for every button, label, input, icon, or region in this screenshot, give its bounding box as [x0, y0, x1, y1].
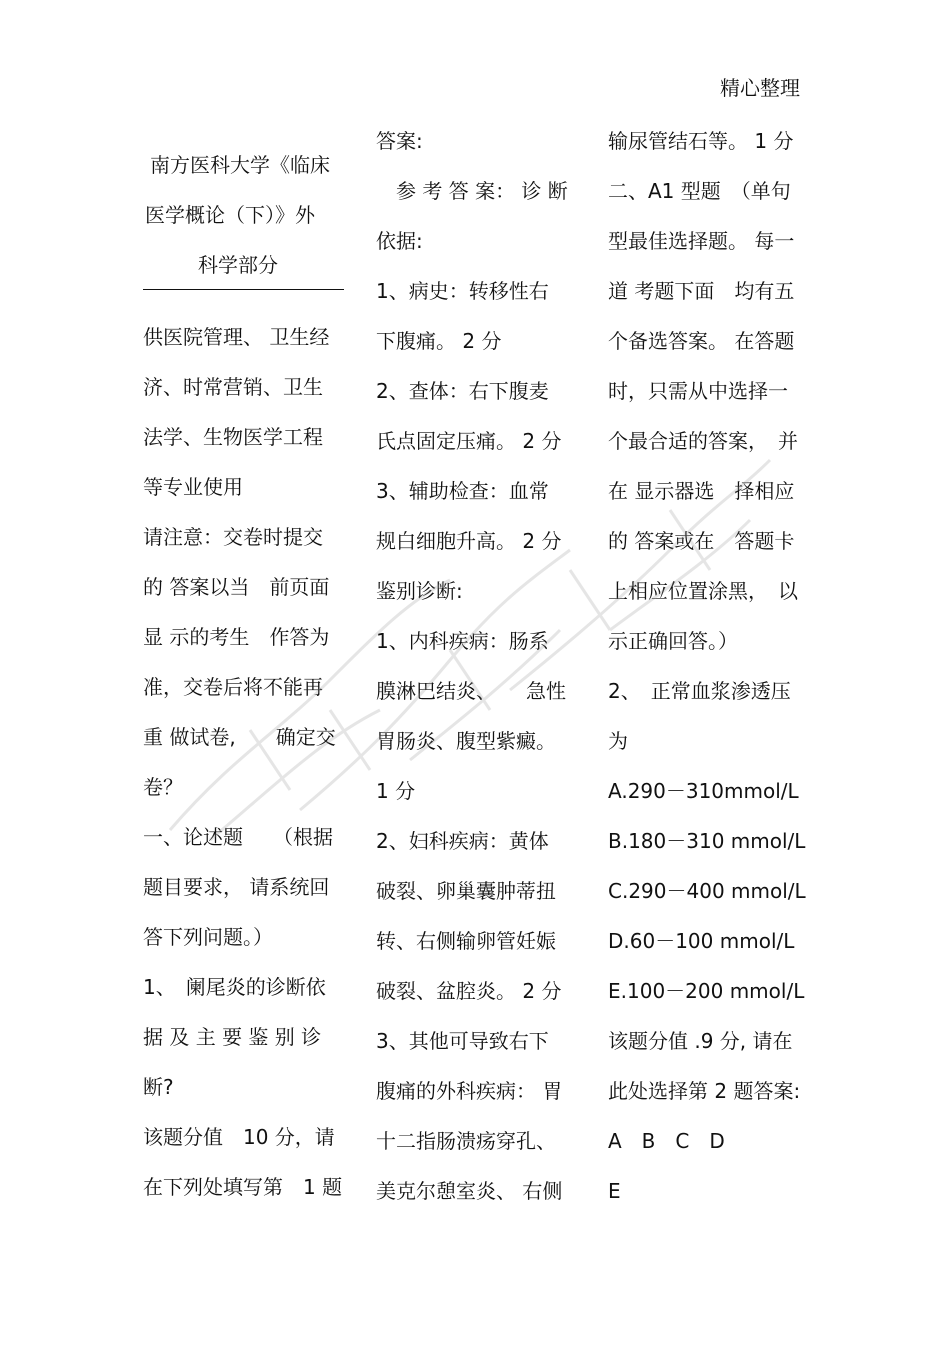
text-line: 答下列问题。） — [143, 925, 273, 949]
text-line: 美克尔憩室炎、 右侧 — [376, 1179, 563, 1203]
answer-option-c: C.290－400 mmol/L — [608, 879, 806, 903]
text-line: 断? — [143, 1075, 174, 1099]
text-line: 重 做试卷, 确定交 — [143, 725, 336, 749]
text-line: 型最佳选择题。 每一 — [608, 229, 795, 253]
document-title-line-1: 南方医科大学《临床 — [150, 153, 330, 177]
text-line: 供医院管理、 卫生经 — [143, 325, 330, 349]
answer-choice-e[interactable]: E — [608, 1179, 621, 1203]
text-line: 二、A1 型题 （单句 — [608, 179, 791, 203]
text-line: 胃肠炎、腹型紫癜。 — [376, 729, 556, 753]
answer-option-b: B.180－310 mmol/L — [608, 829, 806, 853]
document-title-line-2: 医学概论（下）》外 — [145, 203, 315, 227]
text-line: 下腹痛。 2 分 — [376, 329, 502, 353]
text-line: 在下列处填写第 1 题 — [143, 1175, 343, 1199]
text-line: 2、 正常血浆渗透压 — [608, 679, 791, 703]
text-line: 显 示的考生 作答为 — [143, 625, 330, 649]
text-line: 此处选择第 2 题答案: — [608, 1079, 801, 1103]
text-line: 输尿管结石等。 1 分 — [608, 129, 794, 153]
text-line: 答案: — [376, 129, 423, 153]
text-line: 1、 阑尾炎的诊断依 — [143, 975, 326, 999]
text-line: 该题分值 .9 分, 请在 — [608, 1029, 793, 1053]
text-line: 3、辅助检查：血常 — [376, 479, 549, 503]
text-line: 1 分 — [376, 779, 416, 803]
text-line: 氏点固定压痛。 2 分 — [376, 429, 562, 453]
text-line: 上相应位置涂黑， 以 — [608, 579, 798, 603]
text-line: 参 考 答 案： 诊 断 — [376, 179, 568, 203]
text-line: 示正确回答。） — [608, 629, 738, 653]
text-line: 一、论述题 （根据 — [143, 825, 333, 849]
text-line: 该题分值 10 分，请 — [143, 1125, 335, 1149]
text-line: 3、其他可导致右下 — [376, 1029, 549, 1053]
text-line: 在 显示器选 择相应 — [608, 479, 795, 503]
text-line: 的 答案或在 答题卡 — [608, 529, 795, 553]
text-line: 道 考题下面 均有五 — [608, 279, 795, 303]
answer-option-e: E.100－200 mmol/L — [608, 979, 805, 1003]
text-line: 1、内科疾病：肠系 — [376, 629, 549, 653]
text-line: 2、查体：右下腹麦 — [376, 379, 549, 403]
answer-option-d: D.60－100 mmol/L — [608, 929, 795, 953]
text-line: 为 — [608, 729, 628, 753]
document-title-line-3: 科学部分 — [198, 253, 278, 277]
text-line: 个最合适的答案， 并 — [608, 429, 798, 453]
text-line: 的 答案以当 前页面 — [143, 575, 330, 599]
text-line: 膜淋巴结炎、 急性 — [376, 679, 566, 703]
text-line: 破裂、卵巢囊肿蒂扭 — [376, 879, 556, 903]
text-line: 1、病史：转移性右 — [376, 279, 549, 303]
text-line: 个备选答案。 在答题 — [608, 329, 795, 353]
text-line: 破裂、盆腔炎。 2 分 — [376, 979, 562, 1003]
text-line: 法学、生物医学工程 — [143, 425, 323, 449]
text-line: 规白细胞升高。 2 分 — [376, 529, 562, 553]
text-line: 鉴别诊断: — [376, 579, 463, 603]
text-line: 腹痛的外科疾病： 胃 — [376, 1079, 563, 1103]
text-line: 转、右侧输卵管妊娠 — [376, 929, 556, 953]
text-line: 依据: — [376, 229, 423, 253]
text-line: 2、妇科疾病：黄体 — [376, 829, 549, 853]
answer-option-a: A.290－310mmol/L — [608, 779, 799, 803]
page-header-label: 精心整理 — [720, 76, 800, 100]
text-line: 济、时常营销、卫生 — [143, 375, 323, 399]
text-line: 题目要求， 请系统回 — [143, 875, 330, 899]
text-line: 十二指肠溃疡穿孔、 — [376, 1129, 556, 1153]
answer-choices-a-d[interactable]: A B C D — [608, 1129, 725, 1153]
text-line: 卷？ — [143, 775, 183, 799]
text-line: 准，交卷后将不能再 — [143, 675, 323, 699]
text-line: 请注意：交卷时提交 — [143, 525, 323, 549]
text-line: 时，只需从中选择一 — [608, 379, 788, 403]
text-line: 据 及 主 要 鉴 别 诊 — [143, 1025, 322, 1049]
title-divider — [143, 289, 344, 290]
text-line: 等专业使用 — [143, 475, 243, 499]
